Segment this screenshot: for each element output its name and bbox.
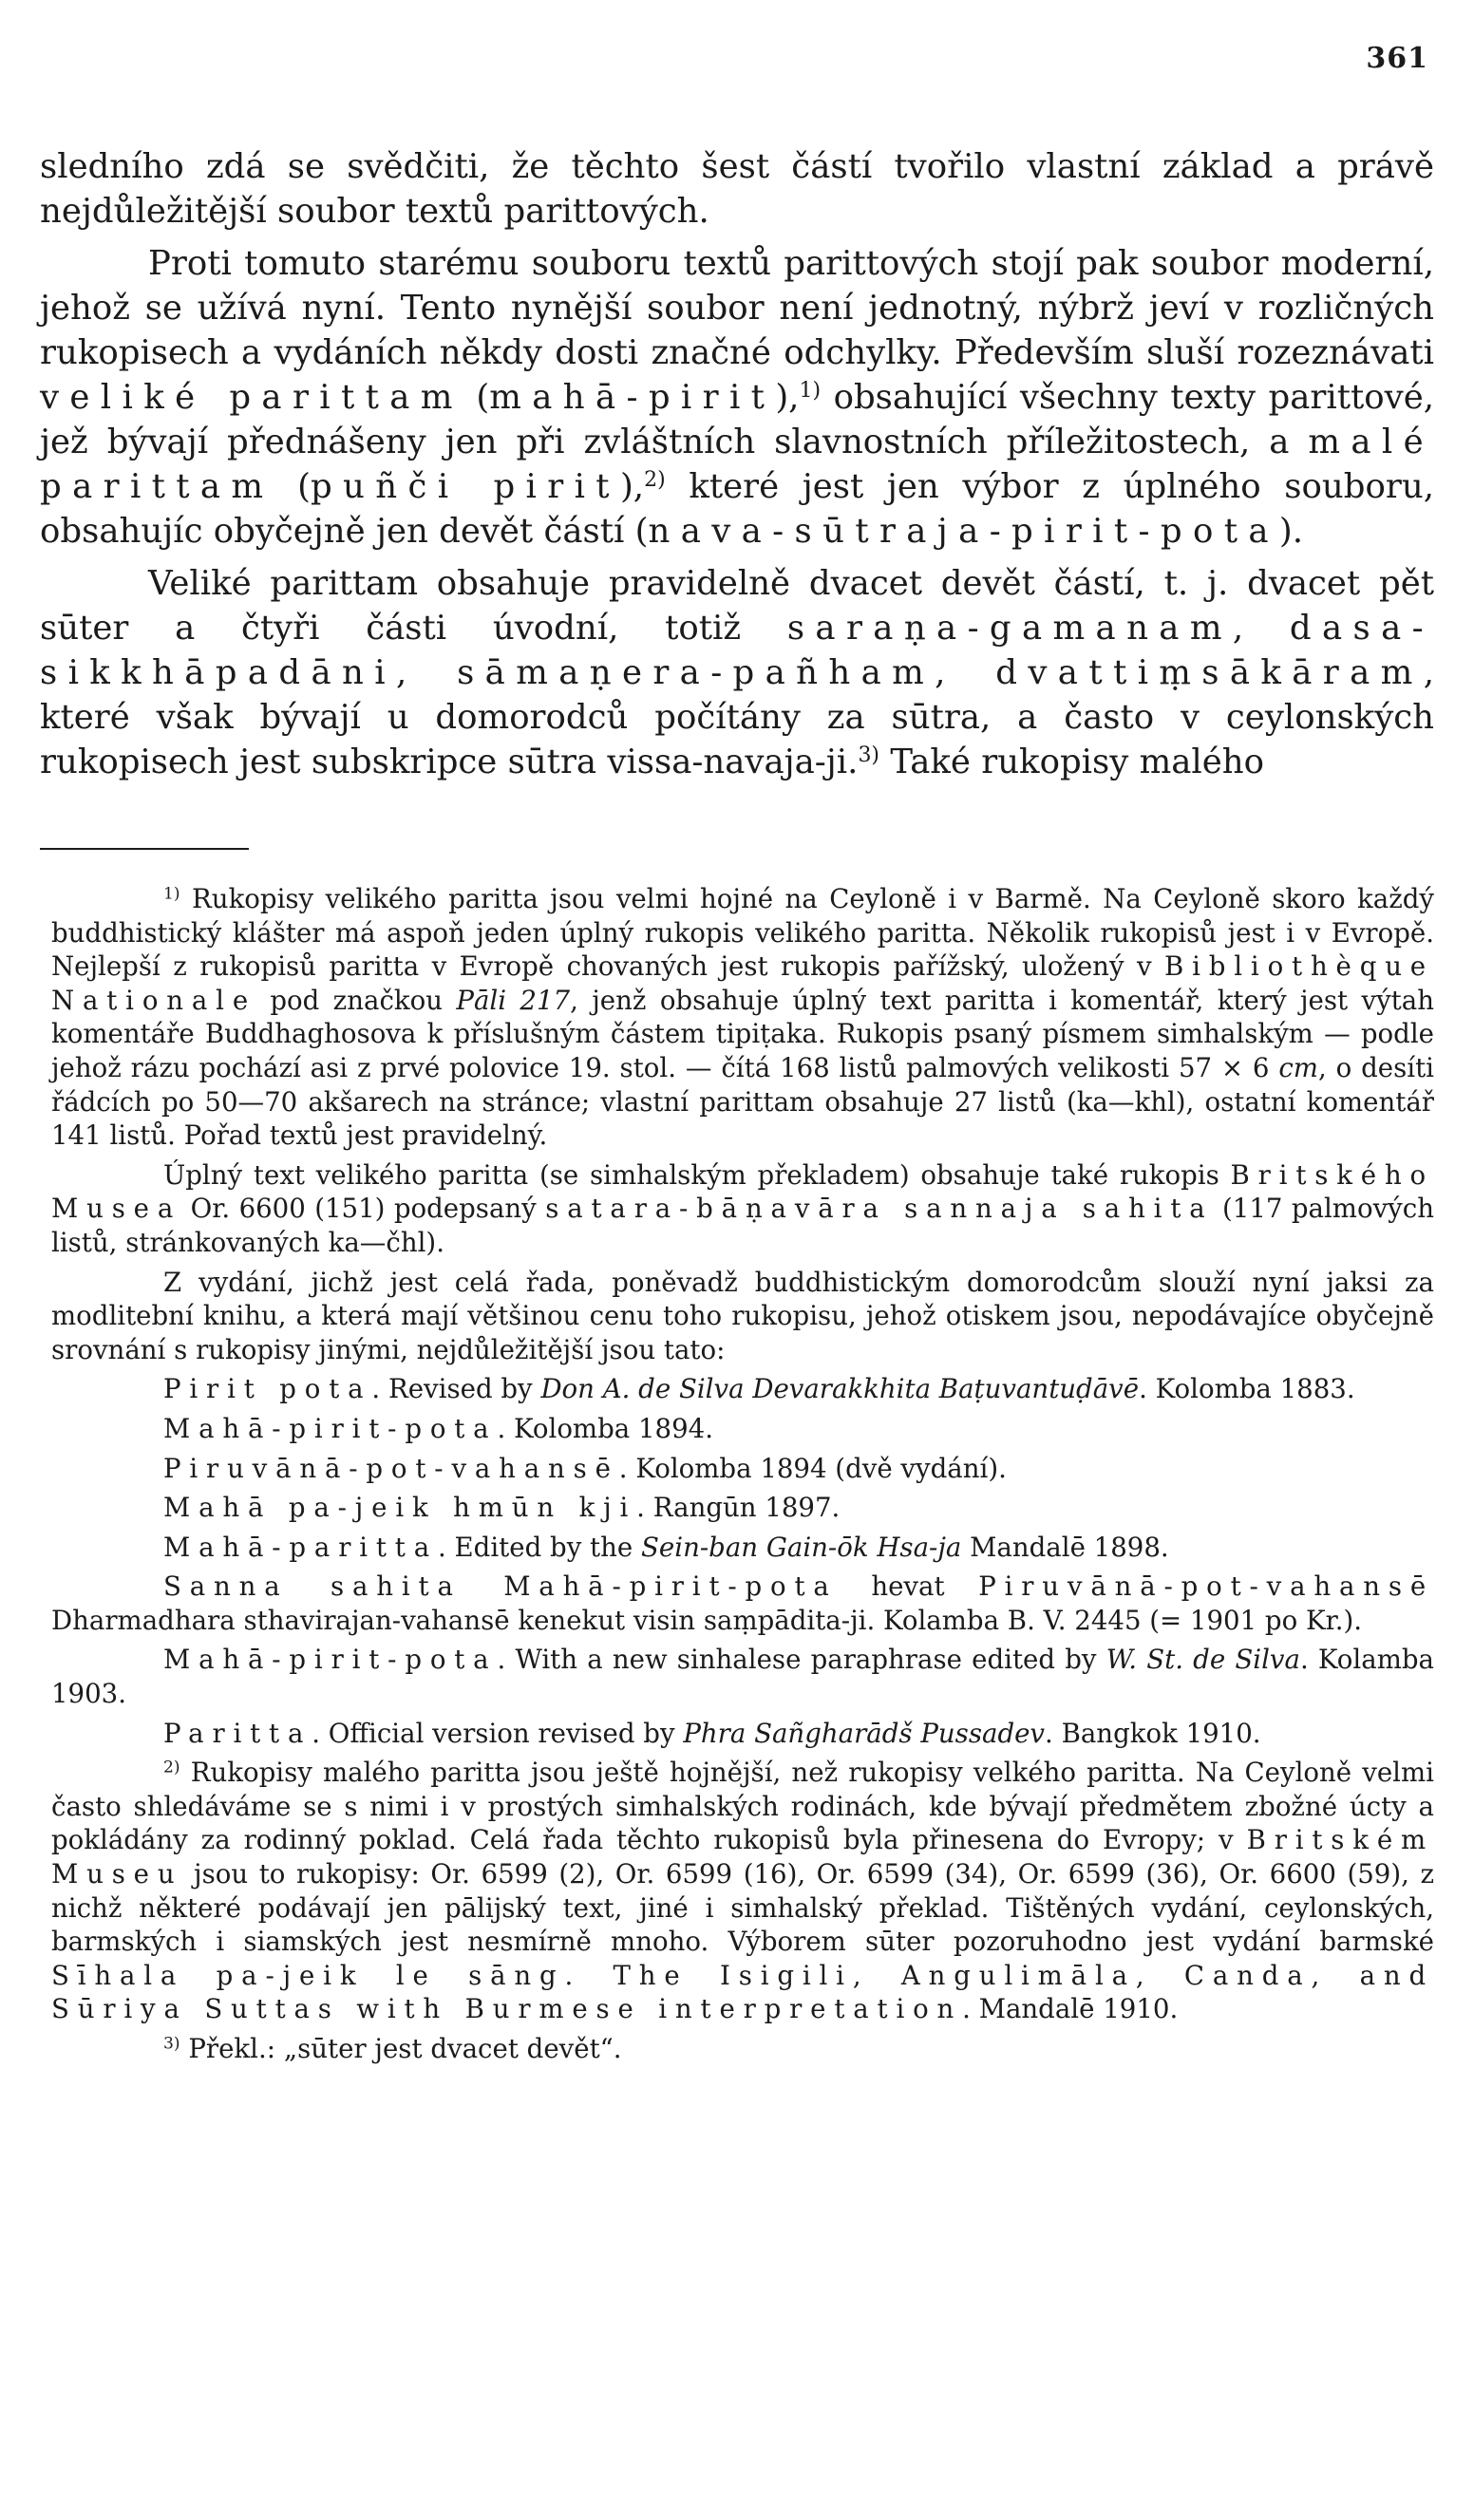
page-number: 361 [1366,42,1428,75]
bib-title: Sanna sahita Mahā-pirit-pota [163,1570,838,1603]
bib-title: Piruvānā-pot-vahansē [163,1452,619,1484]
text: ), [619,467,645,506]
text: Rukopisy velikého paritta jsou velmi hojné na Ceyloně i v Barmě. Na Ceyloně skoro každý buddhistický klášter má aspoň jeden úplný rukopis velikého paritta. Několik rukopisů jest i v Evropě. Nejlepší z rukopisů paritta v Evropě chovaných jest rukopis pařížský, uložený v [51,883,1434,983]
text: , jenž obsahuje úplný text paritta i komentář, který jest výtah komentáře Buddhaghosova k příslušným částem tipiṭaka. Rukopis psaný písmem simhalským — podle jehož rázu pochází asi z prvé polovice 19. stol. — čítá 168 listů palmových velikosti 57 × 6 [51,984,1434,1083]
paragraph-2 [40,241,1434,554]
footnote-ref-1[interactable]: 1) [799,378,822,403]
term-dvattimsakaram: dvattiṃsākāram [995,653,1424,692]
text: Dharmadhara sthavirajan-vahansē kenekut visin saṃpādita-ji. Kolamba B. V. 2445 (= 1901 po Kr.). [51,1604,1363,1636]
text: hevat [871,1570,945,1603]
term-male-parittam: malé parittam [40,423,1434,506]
text: . Revised by [371,1373,533,1405]
term-bibliotheque: Bibliothèque Nationale [51,950,1434,1016]
footnote-1-para-2 [51,1158,1434,1260]
paragraph-3 [40,561,1434,784]
footnote-divider [40,848,249,850]
text-italic: Sein-ban Gain-ōk Hsa-ja [641,1531,962,1563]
text: které jest jen výbor z úplného souboru, obsahujíc obyčejně jen devět částí ( [40,467,1434,551]
text-italic: cm [1278,1051,1318,1083]
text: . Kolomba 1883. [1139,1373,1355,1405]
text: ). [1278,512,1303,551]
bib-title: Paritta [163,1717,312,1749]
term-britskem-museu: Britském Museu [51,1824,1434,1890]
text: , o desíti řádcích po 50—70 akšarech na stránce; vlastní parittam obsahuje 27 listů (ka—khl), ostatní komentář 141 listů. Pořad textů jest pravidelný. [51,1051,1434,1152]
term-satara: satara-bāṇavāra sannaja sahita [545,1193,1214,1225]
text: ( [476,378,490,417]
text: Překl.: „sūter jest dvacet devět“. [188,2033,622,2064]
text: , [395,653,407,692]
bibliography-entry [51,1717,1434,1751]
text: ( [297,467,311,506]
text: Proti tomuto starému souboru textů parittových stojí pak soubor moderní, jehož se užívá nyní. Tento nynější soubor není jednotný, nýbrž jeví v rozličných rukopisech a vydáních někdy dosti značné odchylky. Především sluší rozeznávati [40,244,1434,372]
bib-title: Mahā-pirit-pota [163,1644,498,1676]
bibliography-entry [51,1643,1434,1710]
text-italic: W. St. de Silva [1106,1644,1300,1676]
footnote-2 [51,1756,1434,2026]
text: . With a new sinhalese paraphrase edited by [497,1644,1097,1676]
bibliography-entry [51,1412,1434,1446]
footnote-ref-3[interactable]: 3) [858,743,880,767]
text: . Mandalē 1910. [962,1993,1179,2025]
bib-title: Piruvānā-pot-vahansē [978,1570,1435,1603]
text: . Kolomba 1894. [497,1412,713,1444]
bibliography-entry [51,1491,1434,1525]
text: Veliké parittam obsahuje pravidelně dvacet devět částí, t. j. dvacet pět sūter a čtyři části úvodní, totiž [40,564,1434,648]
term-samanera-panham: sāmaṇera-pañham [457,653,935,692]
term-britskeho-musea: Britského Musea [51,1158,1434,1225]
text: . Rangūn 1897. [636,1492,841,1524]
term-sarana-gamanam: saraṇa-gamanam [786,609,1233,648]
text-italic: Don A. de Silva Devarakkhita Baṭuvantuḍāvē [540,1373,1140,1405]
text: , [1232,609,1244,648]
term-punci-pirit: puñči pirit [310,467,620,506]
text: ), [775,378,800,417]
bib-title: Mahā pa-jeik hmūn kji [163,1492,637,1524]
text: . Kolamba 1903. [51,1644,1434,1710]
footnote-mark: 2) [163,1758,180,1777]
text: Také rukopisy malého [890,743,1265,781]
text: Mandalē 1898. [970,1531,1169,1563]
footnote-1 [51,882,1434,1153]
text: Or. 6600 (151) podepsaný [190,1193,537,1225]
text: . Edited by the [438,1531,633,1563]
bibliography-entry [51,1372,1434,1406]
text: , které však bývají u domorodců počítány za sūtra, a často v ceylonských rukopisech jest subskripce sūtra vissa-navaja-ji. [40,653,1434,781]
text: Rukopisy malého paritta jsou ještě hojnější, než rukopisy velkého paritta. Na Ceyloně velmi často shledáváme se s nimi i v prostých simhalských rodinách, kde bývají předmětem zbožné úcty a pokládány za rodinný poklad. Celá řada těchto rukopisů byla přinesena do Evropy; v [51,1757,1434,1856]
term-nava-sutraja: nava-sūtraja-pirit-pota [648,512,1279,551]
footnotes [51,878,1434,2066]
main-text [40,144,1434,784]
footnote-mark: 1) [163,884,180,904]
footnote-ref-2[interactable]: 2) [644,467,666,492]
bibliography-entry [51,1570,1434,1637]
bib-title: Mahā-paritta [163,1531,438,1563]
text: . Official version revised by [312,1717,675,1749]
text: pod značkou [270,984,444,1016]
bibliography-entry [51,1531,1434,1565]
term-velike-parittam: veliké parittam [40,378,463,417]
bib-title: Mahā-pirit-pota [163,1412,498,1444]
text: obsahující všechny texty parittové, jež bývají přednášeny jen při zvláštních slavnostních příležitostech, a [40,378,1434,461]
text-italic: Phra Sañgharādš Pussadev [683,1717,1046,1749]
footnote-1-para-3: Z vydání, jichž jest celá řada, poněvadž buddhistickým domorodcům slouží nyní jaksi za modlitební knihu, a která mají většinou cenu toho rukopisu, jehož otiskem jsou, nepodávajíce obyčejně srovnání s rukopisy jinými, nejdůležitější jsou tato: [51,1266,1434,1365]
footnote-mark: 3) [163,2034,180,2054]
text-italic: Pāli 217 [456,984,571,1016]
text: . Bangkok 1910. [1045,1717,1261,1749]
text: (117 palmových listů, stránkovaných ka—čhl). [51,1193,1434,1258]
paragraph-1: sledního zdá se svědčiti, že těchto šest částí tvořilo vlastní základ a právě nejdůležitější soubor textů parittových. [40,147,1434,231]
text: jsou to rukopisy: Or. 6599 (2), Or. 6599 (16), Or. 6599 (34), Or. 6599 (36), Or. 6600 (59), z nichž některé podávají jen pālijský text, jiné i simhalský překlad. Tištěných vydání, ceylonských, barmských i siamských jest nesmírně mnoho. Výborem sūter pozoruhodno jest vydání barmské [51,1858,1434,1958]
text: . Kolomba 1894 (dvě vydání). [618,1452,1007,1484]
bibliography-entry [51,1452,1434,1486]
text: Úplný text velikého paritta (se simhalským překladem) obsahuje také rukopis [163,1158,1219,1191]
term-sihala: Sīhala pa-jeik le sāng. The Isigili, Angulimāla, Canda, and Sūriya Suttas with Burmese interpretation [51,1959,1434,2025]
term-dasa-sikkhapadani: dasa-sikkhāpadāni [40,609,1434,692]
term-maha-pirit: mahā-pirit [489,378,776,417]
text: , [935,653,946,692]
bib-title: Pirit pota [163,1373,372,1405]
footnote-3 [51,2032,1434,2066]
